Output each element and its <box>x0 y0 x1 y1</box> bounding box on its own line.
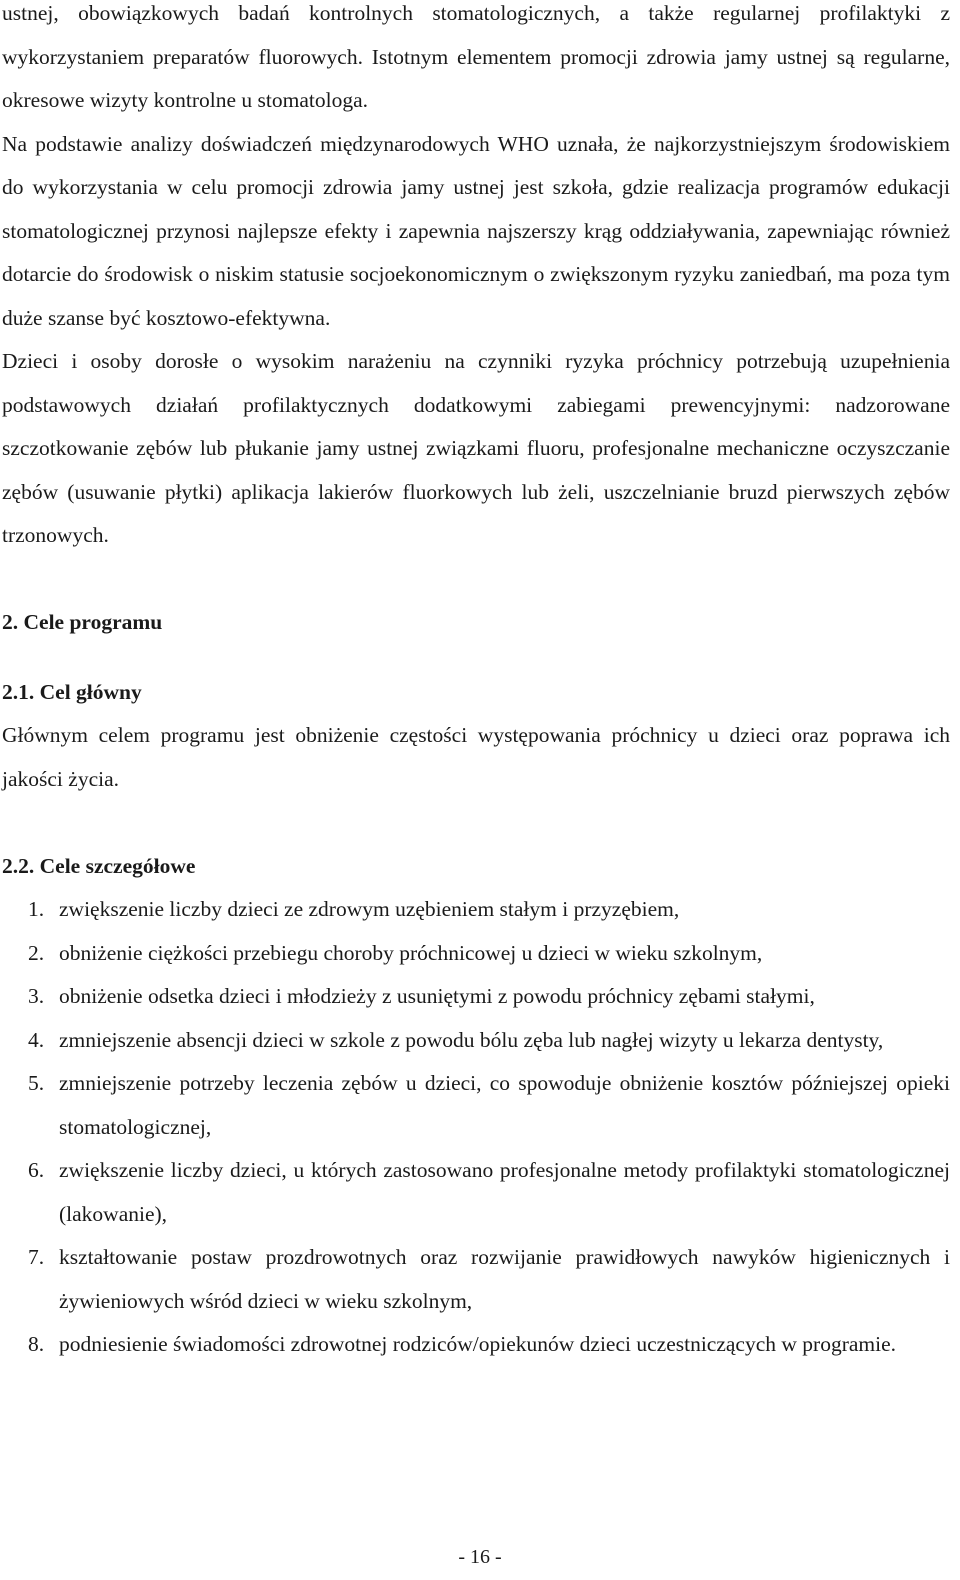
list-item <box>2 1149 950 1236</box>
list-item-number: 8. <box>28 1332 45 1356</box>
specific-goals-list <box>2 888 950 1367</box>
paragraph-who-analysis: Na podstawie analizy doświadczeń międzynarodowych WHO uznała, że najkorzystniejszym środowiskiem do wykorzystania w celu promocji zdrowia jamy ustnej jest szkoła, gdzie realizacja programów edukacji stomatologicznej przynosi najlepsze efekty i zapewnia najszerszy krąg oddziaływania, zapewniając również dotarcie do środowisk o niskim statusie socjoekonomicznym o zwiększonym ryzyku zaniedbań, ma poza tym duże szanse być kosztowo-efektywna. <box>2 131 950 330</box>
list-item-text: obniżenie odsetka dzieci i młodzieży z usuniętymi z powodu próchnicy zębami stałymi, <box>59 984 815 1008</box>
list-item-text: zwiększenie liczby dzieci, u których zastosowano profesjonalne metody profilaktyki stomatologicznej (lakowanie), <box>59 1158 950 1226</box>
list-item-text: podniesienie świadomości zdrowotnej rodziców/opiekunów dzieci uczestniczących w programie. <box>59 1332 897 1356</box>
spacer <box>2 558 950 602</box>
list-item <box>2 1323 950 1367</box>
list-item-number: 1. <box>28 897 45 921</box>
list-item-text: kształtowanie postaw prozdrowotnych oraz rozwijanie prawidłowych nawyków higienicznych i żywieniowych wśród dzieci w wieku szkolnym, <box>59 1245 950 1313</box>
list-item-number: 7. <box>28 1245 45 1269</box>
list-item-number: 6. <box>28 1158 45 1182</box>
list-item-text: obniżenie ciężkości przebiegu choroby próchnicowej u dzieci w wieku szkolnym, <box>59 940 763 965</box>
document-body <box>2 0 950 1367</box>
page-number: - 16 - <box>458 1546 502 1568</box>
spacer <box>2 645 950 671</box>
list-item <box>2 888 950 932</box>
spacer <box>2 801 950 845</box>
paragraph-high-risk-groups: Dzieci i osoby dorosłe o wysokim narażeniu na czynniki ryzyka próchnicy potrzebują uzupełnienia podstawowych działań profilaktycznych dodatkowymi zabiegami prewencyjnymi: nadzorowane szczotkowanie zębów lub płukanie jamy ustnej związkami fluoru, profesjonalne mechaniczne oczyszczanie zębów (usuwanie płytki) aplikacja lakierów fluorkowych lub żeli, uszczelnianie bruzd pierwszych zębów trzonowych. <box>2 349 950 547</box>
list-item-text: zmniejszenie potrzeby leczenia zębów u dzieci, co spowoduje obniżenie kosztów późniejszej opieki stomatologicznej, <box>59 1071 950 1139</box>
list-item-text: zwiększenie liczby dzieci ze zdrowym uzębieniem stałym i przyzębiem, <box>59 897 680 921</box>
list-item-number: 2. <box>28 940 45 965</box>
list-item-number: 4. <box>28 1027 45 1052</box>
list-item-number: 3. <box>28 984 45 1008</box>
subsection-heading-specific-goals: 2.2. Cele szczegółowe <box>2 853 196 878</box>
list-item <box>2 1019 950 1063</box>
list-item <box>2 1062 950 1149</box>
paragraph-intro-continuation: ustnej, obowiązkowych badań kontrolnych stomatologicznych, a także regularnej profilaktyki z wykorzystaniem preparatów fluorowych. Istotnym elementem promocji zdrowia jamy ustnej są regularne, okresowe wizyty kontrolne u stomatologa. <box>2 1 950 112</box>
paragraph-main-goal: Głównym celem programu jest obniżenie częstości występowania próchnicy u dzieci oraz poprawa ich jakości życia. <box>2 723 950 791</box>
list-item <box>2 975 950 1019</box>
subsection-heading-main-goal: 2.1. Cel główny <box>2 679 142 704</box>
list-item-number: 5. <box>28 1071 45 1095</box>
list-item <box>2 932 950 976</box>
list-item <box>2 1236 950 1323</box>
section-heading-goals: 2. Cele programu <box>2 610 163 634</box>
list-item-text: zmniejszenie absencji dzieci w szkole z powodu bólu zęba lub nagłej wizyty u lekarza dentysty, <box>59 1027 884 1052</box>
